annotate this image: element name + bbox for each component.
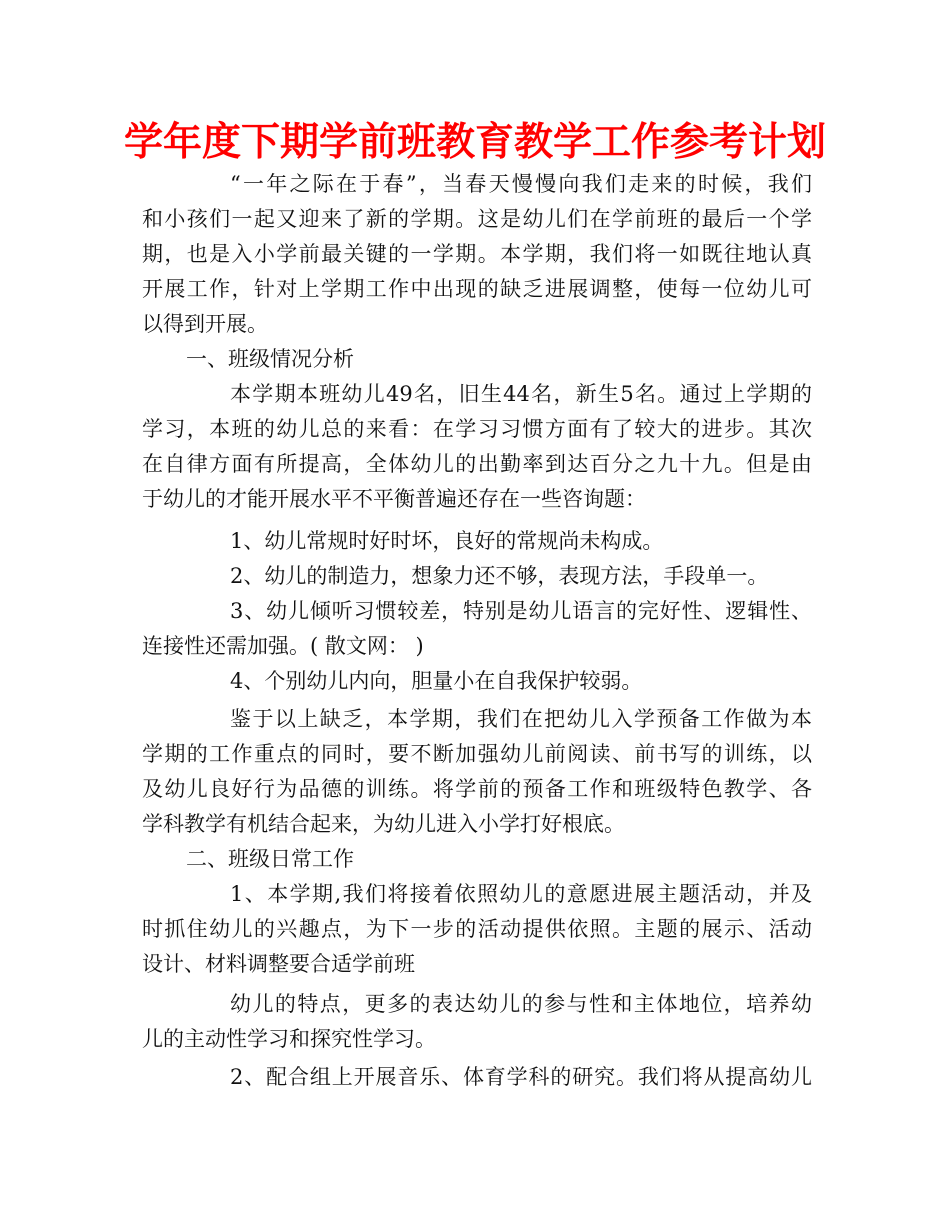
list-item: 2、幼儿的制造力，想象力还不够，表现方法，手段单一。 — [230, 564, 769, 588]
paragraph-line: 及幼儿良好行为品德的训练。将学前的预备工作和班级特色教学、各 — [142, 777, 812, 801]
paragraph-line: 学期的工作重点的同时，要不断加强幼儿前阅读、前书写的训练，以 — [142, 742, 812, 766]
paragraph-line: 开展工作，针对上学期工作中出现的缺乏进展调整，使每一位幼儿可 — [142, 277, 812, 301]
section-heading: 一、班级情况分析 — [186, 347, 354, 371]
paragraph-line: 和小孩们一起又迎来了新的学期。这是幼儿们在学前班的最后一个学 — [142, 207, 812, 231]
paragraph-line: 设计、材料调整要合适学前班 — [142, 952, 415, 976]
paragraph-line: 以得到开展。 — [142, 312, 268, 336]
paragraph-line: 幼儿的特点，更多的表达幼儿的参与性和主体地位，培养幼 — [230, 992, 812, 1016]
paragraph-line: 学习，本班的幼儿总的来看：在学习习惯方面有了较大的进步。其次 — [142, 417, 812, 441]
section-heading: 二、班级日常工作 — [186, 847, 354, 871]
paragraph-line: 在自律方面有所提高，全体幼儿的出勤率到达百分之九十九。但是由 — [142, 452, 812, 476]
list-item: 3、幼儿倾听习惯较差，特别是幼儿语言的完好性、逻辑性、 — [230, 599, 812, 623]
paragraph-line: 本学期本班幼儿49名，旧生44名，新生5名。通过上学期的 — [230, 382, 812, 406]
paragraph-line: 期，也是入小学前最关键的一学期。本学期，我们将一如既往地认真 — [142, 242, 812, 266]
paragraph-line: 于幼儿的才能开展水平不平衡普遍还存在一些咨询题： — [142, 487, 646, 511]
paragraph-line: “一年之际在于春”，当春天慢慢向我们走来的时候，我们 — [230, 172, 812, 196]
paragraph-line: 儿的主动性学习和探究性学习。 — [142, 1027, 436, 1051]
document-title: 学年度下期学前班教育教学工作参考计划 — [123, 120, 826, 165]
paragraph-line: 鉴于以上缺乏，本学期，我们在把幼儿入学预备工作做为本 — [230, 707, 812, 731]
paragraph-line: 2、配合组上开展音乐、体育学科的研究。我们将从提高幼儿 — [230, 1065, 812, 1089]
list-item-continuation: 连接性还需加强。( 散文网： ) — [142, 634, 424, 658]
paragraph-line: 学科教学有机结合起来，为幼儿进入小学打好根底。 — [142, 812, 625, 836]
list-item: 4、个别幼儿内向，胆量小在自我保护较弱。 — [230, 669, 643, 693]
paragraph-line: 1、本学期,我们将接着依照幼儿的意愿进展主题活动，并及 — [230, 882, 812, 906]
paragraph-line: 时抓住幼儿的兴趣点，为下一步的活动提供依照。主题的展示、活动 — [142, 917, 812, 941]
list-item: 1、幼儿常规时好时坏，良好的常规尚未构成。 — [230, 529, 664, 553]
